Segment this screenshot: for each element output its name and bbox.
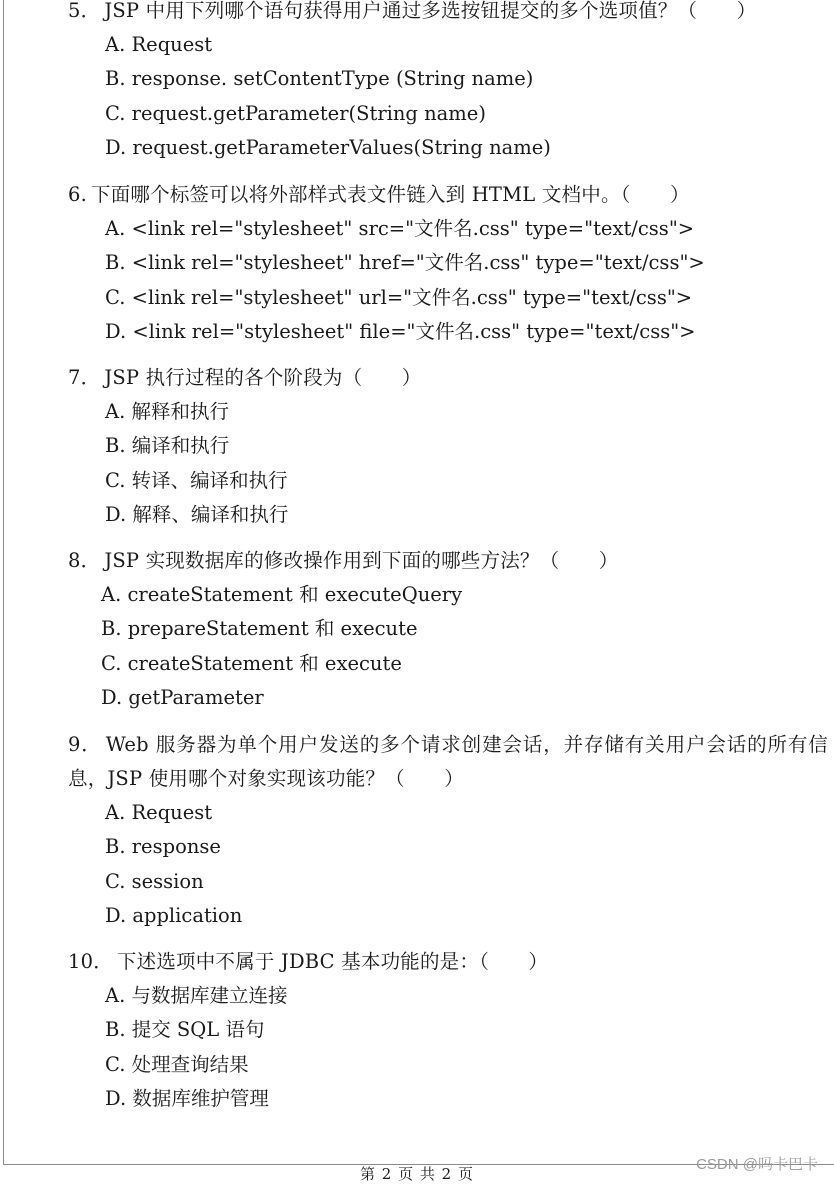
- option-d: D. <link rel="stylesheet" file="文件名.css" type="text/css">: [105, 320, 696, 344]
- option-a: A. 与数据库建立连接: [105, 984, 288, 1007]
- question-stem: [68, 728, 828, 796]
- option-b: B. <link rel="stylesheet" href="文件名.css" type="text/css">: [105, 251, 705, 275]
- option-d: D. request.getParameterValues(String name): [105, 136, 551, 160]
- option-b: B. response: [105, 835, 221, 859]
- option-d: D. 解释、编译和执行: [105, 503, 289, 527]
- question-number: 9．: [68, 733, 102, 756]
- option-b: B. response. setContentType (String name): [105, 67, 534, 91]
- option-b: B. 提交 SQL 语句: [105, 1018, 265, 1042]
- option-a: A. <link rel="stylesheet" src="文件名.css" type="text/css">: [105, 217, 695, 240]
- question-5: [68, 0, 828, 166]
- option-d: D. 数据库维护管理: [105, 1087, 269, 1111]
- question-text: Web 服务器为单个用户发送的多个请求创建会话，并存储有关用户会话的所有信息，JSP 使用哪个对象实现该功能？（ ）: [68, 733, 828, 790]
- question-stem: [68, 945, 828, 979]
- option-c: C. 转译、编译和执行: [105, 468, 288, 492]
- option-c: C. session: [105, 869, 204, 893]
- question-stem: [68, 361, 828, 395]
- question-stem: [68, 0, 828, 28]
- page-footer: 第 2 页 共 2 页: [360, 1165, 474, 1183]
- option-b: B. prepareStatement 和 execute: [101, 617, 418, 641]
- question-text: 下述选项中不属于 JDBC 基本功能的是：（ ）: [116, 950, 549, 973]
- watermark: CSDN @吗卡巴卡: [696, 1156, 818, 1173]
- option-a: A. Request: [105, 33, 213, 56]
- question-stem: [68, 544, 828, 578]
- question-number: 7．: [68, 366, 101, 389]
- question-7: [68, 361, 828, 533]
- option-c: C. 处理查询结果: [105, 1052, 249, 1076]
- option-c: C. request.getParameter(String name): [105, 101, 486, 125]
- question-text: JSP 中用下列哪个语句获得用户通过多选按钮提交的多个选项值？（ ）: [104, 0, 757, 22]
- question-number: 6.: [68, 183, 88, 206]
- option-c: C. createStatement 和 execute: [101, 651, 402, 675]
- question-text: JSP 执行过程的各个阶段为（ ）: [104, 366, 422, 389]
- question-number: 10．: [68, 950, 113, 973]
- option-a: A. 解释和执行: [105, 400, 229, 423]
- option-d: D. application: [105, 904, 243, 928]
- option-a: A. createStatement 和 executeQuery: [101, 583, 463, 606]
- question-10: [68, 945, 828, 1117]
- option-a: A. Request: [105, 801, 213, 824]
- option-c: C. <link rel="stylesheet" url="文件名.css" type="text/css">: [105, 285, 693, 309]
- question-6: [68, 178, 828, 350]
- question-number: 8．: [68, 549, 101, 572]
- option-b: B. 编译和执行: [105, 434, 230, 458]
- question-text: 下面哪个标签可以将外部样式表文件链入到 HTML 文档中。（ ）: [91, 183, 690, 206]
- question-text: JSP 实现数据库的修改操作用到下面的哪些方法？（ ）: [104, 549, 619, 572]
- option-d: D. getParameter: [101, 686, 264, 710]
- question-stem: [68, 178, 828, 212]
- question-9: [68, 728, 828, 934]
- question-number: 5．: [68, 0, 101, 22]
- page-border-left: [3, 0, 4, 1164]
- question-8: [68, 544, 828, 716]
